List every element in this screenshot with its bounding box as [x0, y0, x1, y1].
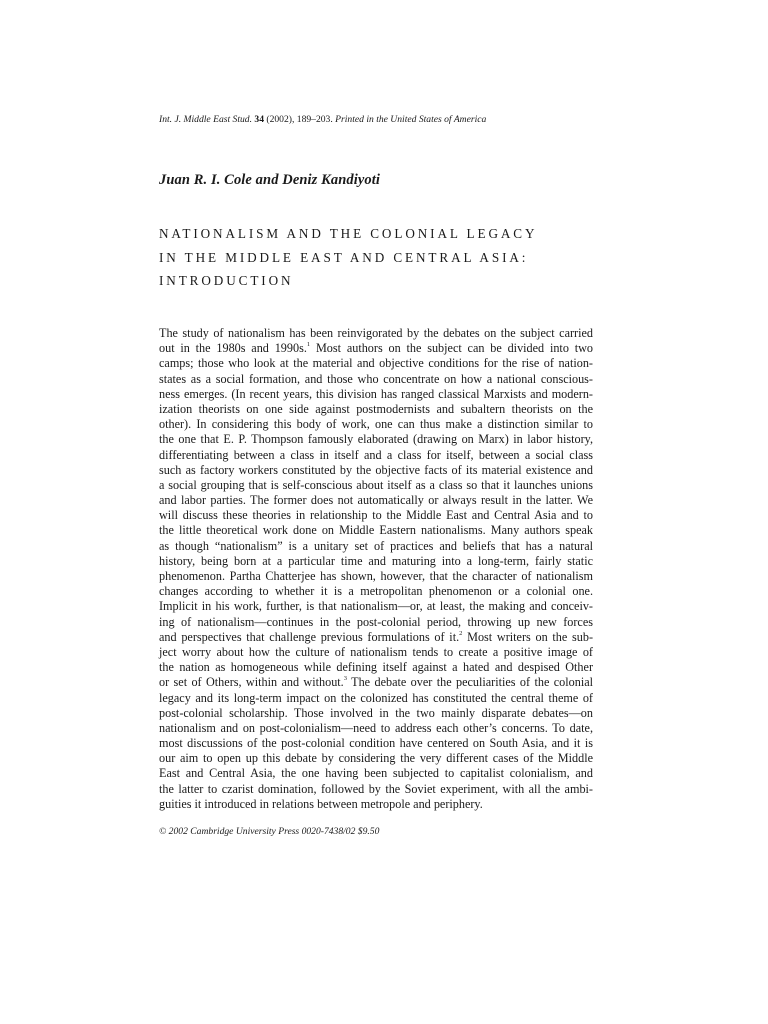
text-line: [159, 675, 593, 690]
text-line: ing of nationalism—continues in the post-colonial period, throwing up new forces: [159, 614, 593, 629]
text-line: legacy and its long-term impact on the colonized has constituted the central theme of: [159, 690, 593, 705]
text-segment: Most authors on the subject can be divided into two: [310, 341, 594, 356]
text-line: and labor parties. The former does not automatically or always result in the latter. We: [159, 493, 593, 508]
text-line: The study of nationalism has been reinvigorated by the debates on the subject carried: [159, 326, 593, 340]
journal-volume: 34: [254, 114, 264, 125]
text-line: guities it introduced in relations between metropole and periphery.: [159, 796, 483, 811]
text-line: [159, 630, 593, 645]
authors: Juan R. I. Cole and Deniz Kandiyoti: [159, 172, 381, 188]
journal-year-pages: (2002), 189–203.: [264, 114, 336, 125]
text-line: the latter to czarist domination, followed by the Soviet experiment, with all the ambi-: [159, 781, 593, 796]
article-title: [159, 222, 599, 293]
text-line: Implicit in his work, further, is that nationalism—or, at least, the making and conceiv-: [159, 599, 593, 614]
text-line: phenomenon. Partha Chatterjee has shown, however, that the character of nationalism: [159, 569, 593, 583]
text-segment: or set of Others, within and without.: [159, 675, 344, 690]
text-line: ject worry about how the culture of nationalism tends to create a positive image of: [159, 644, 593, 659]
title-line: NATIONALISM AND THE COLONIAL LEGACY: [159, 226, 538, 241]
text-line: the nation as homogeneous while defining itself against a hated and despised Other: [159, 660, 593, 675]
text-segment: and perspectives that challenge previous formulations of it.: [159, 629, 460, 644]
text-line: most discussions of the post-colonial condition have centered on South Asia, and it is: [159, 736, 593, 751]
text-line: changes according to whether it is a metropolitan phenomenon or a colonial one.: [159, 584, 593, 599]
text-line: [159, 341, 593, 356]
copyright-notice: © 2002 Cambridge University Press 0020-7438/02 $9.50: [159, 826, 380, 837]
title-line: INTRODUCTION: [159, 273, 294, 288]
text-line: ization theorists on one side against postmodernists and subaltern theorists on the: [159, 401, 593, 416]
text-line: post-colonial scholarship. Those involved in the two mainly disparate debates—on: [159, 705, 593, 720]
body-paragraph: [159, 326, 593, 812]
text-line: our aim to open up this debate by considering the very different cases of the Middle: [159, 751, 593, 766]
text-segment: out in the 1980s and 1990s.: [159, 341, 307, 356]
text-segment: The debate over the peculiarities of the colonial: [346, 675, 593, 690]
text-line: camps; those who look at the material and objective conditions for the rise of nation-: [159, 356, 593, 371]
text-line: other). In considering this body of work, one can thus make a distinction similar to: [159, 417, 593, 432]
text-line: the one that E. P. Thompson famously elaborated (drawing on Marx) in labor history,: [159, 432, 593, 447]
text-line: the little theoretical work done on Middle Eastern nationalisms. Many authors speak: [159, 523, 593, 538]
printed-in: Printed in the United States of America: [335, 114, 487, 125]
text-line: history, being born at a particular time and maturing into a long-term, fairly static: [159, 553, 593, 568]
text-line: differentiating between a class in itself and a class for itself, between a social class: [159, 447, 593, 462]
text-line: nationalism and on post-colonialism—need to address each other’s concerns. To date,: [159, 720, 593, 735]
text-line: will discuss these theories in relationship to the Middle East and Central Asia and to: [159, 508, 593, 523]
text-segment: Most writers on the sub-: [462, 629, 594, 644]
footnote-mark: 2: [459, 629, 463, 637]
text-line: a social grouping that is self-conscious about itself as a class so that it launches unions: [159, 477, 593, 492]
journal-citation: [159, 114, 609, 126]
text-line: such as factory workers constituted by the objective facts of its material existence and: [159, 462, 593, 477]
text-line: as though “nationalism” is a unitary set of practices and beliefs that has a natural: [159, 538, 593, 553]
text-line: ness emerges. (In recent years, this division has ranged classical Marxists and modern-: [159, 386, 593, 401]
footnote-mark: 3: [343, 675, 347, 683]
footnote-mark: 1: [306, 341, 311, 349]
text-line: states as a social formation, and those who concentrate on how a national conscious-: [159, 371, 593, 386]
journal-abbrev: Int. J. Middle East Stud.: [159, 114, 252, 125]
title-line: IN THE MIDDLE EAST AND CENTRAL ASIA:: [159, 249, 529, 265]
text-line: East and Central Asia, the one having been subjected to capitalist colonialism, and: [159, 766, 593, 781]
